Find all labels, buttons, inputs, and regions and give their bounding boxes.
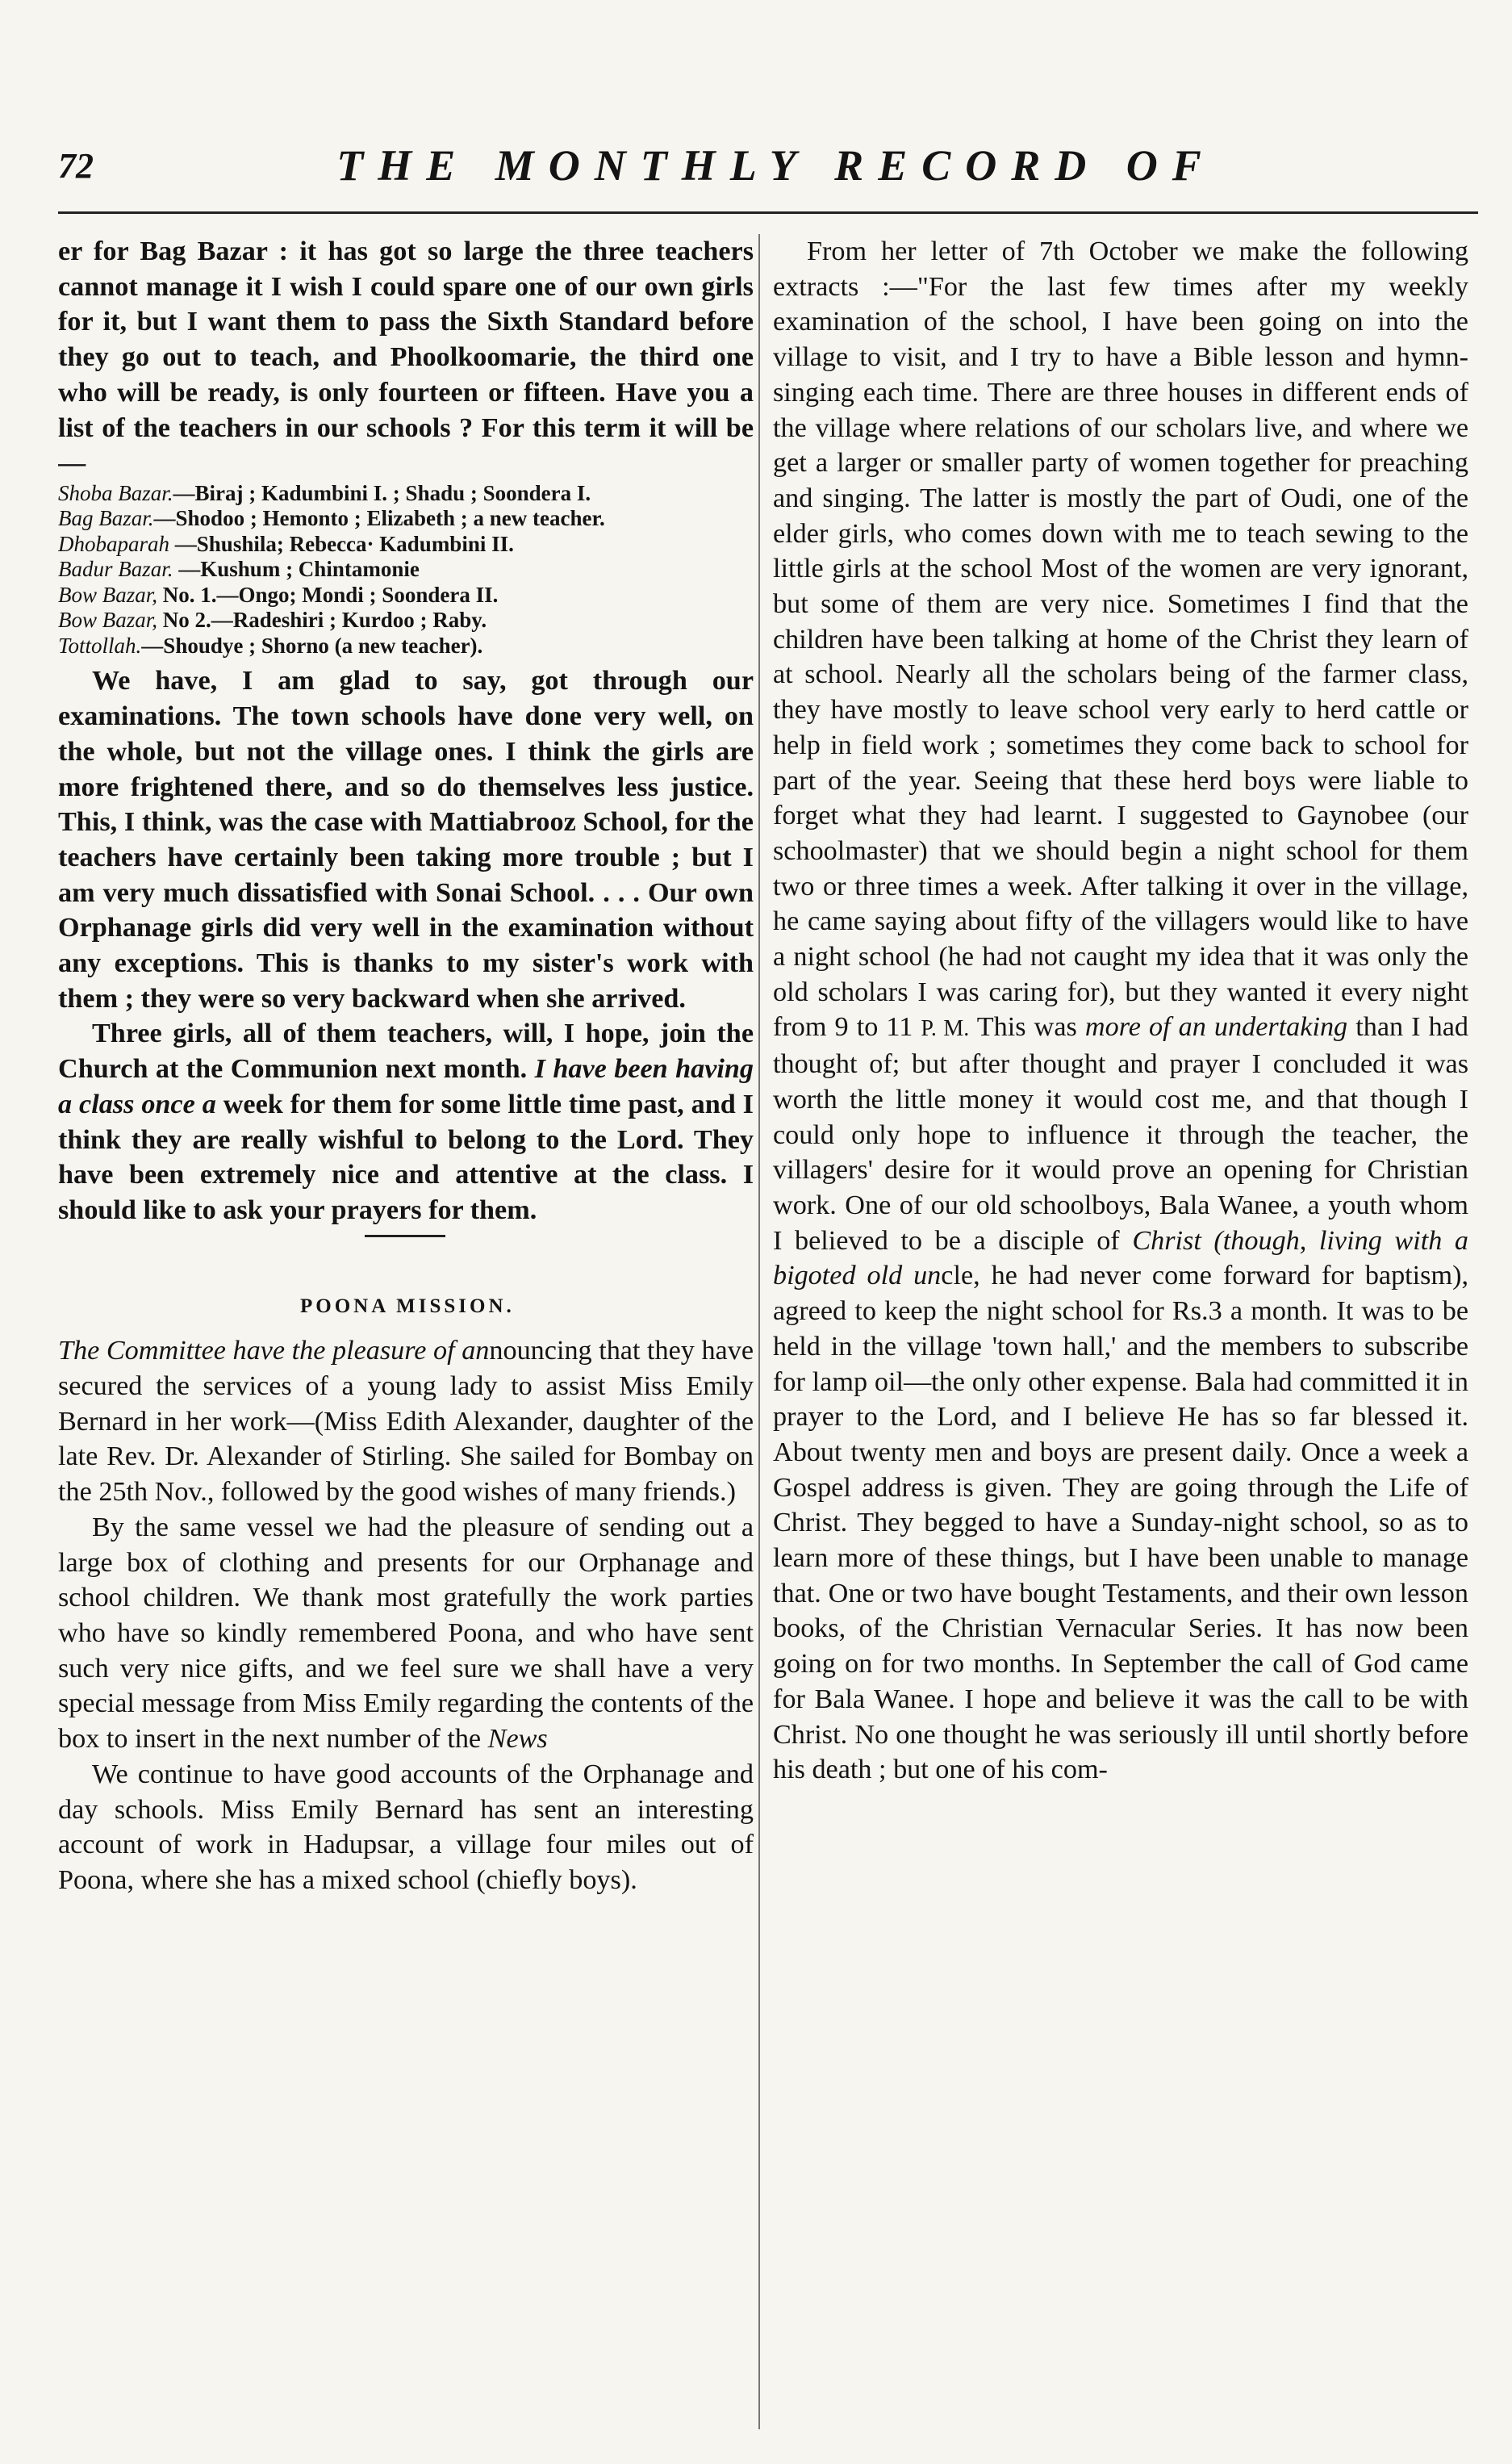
page-number: 72 [58, 146, 94, 186]
page-header [58, 139, 1478, 195]
header-rule [58, 211, 1478, 214]
left-paragraph-5: By the same vessel we had the pleasure of sending out a large box of clothing and presents for our Orphanage and school children. We thank most gratefully the work parties who have so kindly remembered Poona, and who have sent such very nice gifts, and we feel sure we shall have a very special message from Miss Emily regarding the contents of the box to insert in the next number of the News [58, 1512, 754, 1755]
left-column [58, 234, 754, 2429]
section-rule [365, 1235, 445, 1237]
roster-line-shoba-bazar: Shoba Bazar.—Biraj ; Kadumbini I. ; Shadu ; Soondera I. [58, 480, 591, 505]
teacher-roster [58, 481, 754, 659]
right-paragraph-1: From her letter of 7th October we make the following extracts :—"For the last few times after my weekly examination of the school, I have been going on into the village to visit, and I try to have a Bible lesson and hymn-singing each time. There are three houses in different ends of the village where relations of our scholars live, and where we get a larger or smaller party of women together for preaching and singing. The latter is mostly the part of Oudi, one of the elder girls, who comes down with me to teach sewing to the little girls at the school Most of the women are very ignorant, but some of them are very nice. Sometimes I find that the children have been talking at home of the Christ they learn of at school. Nearly all the scholars being of the farmer class, they have mostly to leave school very early to herd cattle or help in field work ; sometimes they come back to school for part of the year. Seeing that these herd boys were liable to forget what they had learnt. I suggested to Gaynobee (our schoolmaster) that we should begin a night school for them two or three times a week. After talking it over in the village, he came saying about fifty of the villagers would like to have a night school (he had not caught my idea that it was only the old scholars I was caring for), but they wanted it every night from 9 to 11 P. M. This was more of an undertaking than I had thought of; but after thought and prayer I concluded it was worth the little money it would cost me, and that though I could only hope to influence it through the teacher, the villagers' desire for it would prove an opening for Christian work. One of our old schoolboys, Bala Wanee, a youth whom I believed to be a disciple of Christ (though, living with a bigoted old uncle, he had never come forward for baptism), agreed to keep the night school for Rs.3 a month. It was to be held in the village 'town hall,' and the members to subscribe for lamp oil—the only other expense. Bala had committed it in prayer to the Lord, and I believe He has so far blessed it. About twenty men and boys are present daily. Once a week a Gospel address is given. They are going through the Life of Christ. They begged to have a Sunday-night school, so as to learn more of these things, but I have been unable to manage that. One or two have bought Testaments, and their own lesson books, of the Christian Vernacular Series. It has now been going on for two months. In September the call of God came for Bala Wanee. I hope and believe it was the call to be with Christ. No one thought he was seriously ill until shortly before his death ; but one of his com- [773, 236, 1468, 1785]
roster-line-badur-bazar: Badur Bazar. —Kushum ; Chintamonie [58, 557, 420, 582]
left-paragraph-4: The Committee have the pleasure of announcing that they have secured the services of a young lady to assist Miss Emily Bernard in her work—(Miss Edith Alexander, daughter of the late Rev. Dr. Alexander of Stirling. She sailed for Bombay on the 25th Nov., followed by the good wishes of many friends.) [58, 1336, 754, 1508]
roster-line-dhobaparah: Dhobaparah —Shushila; Rebecca· Kadumbini II. [58, 531, 514, 556]
left-paragraph-1: er for Bag Bazar : it has got so large the three teachers cannot manage it I wish I could spare one of our own girls for it, but I want them to pass the Sixth Standard before they go out to teach, and Phoolkoomarie, the third one who will be ready, is only fourteen or fifteen. Have you a list of the teachers in our schools ? For this term it will be— [58, 236, 754, 479]
left-paragraph-3: Three girls, all of them teachers, will, I hope, join the Church at the Communion next month. I have been having a class once a week for them for some little time past, and I think they are really wishful to belong to the Lord. They have been extremely nice and attentive at the class. I should like to ask your prayers for them. [58, 1019, 754, 1225]
section-heading: POONA MISSION. [300, 1295, 515, 1317]
roster-line-bow-bazar-2: Bow Bazar, No 2.—Radeshiri ; Kurdoo ; Raby. [58, 608, 487, 633]
column-divider [758, 234, 760, 2429]
roster-line-bag-bazar: Bag Bazar.—Shodoo ; Hemonto ; Elizabeth ; a new teacher. [58, 506, 605, 531]
roster-line-tottollah: Tottollah.—Shoudye ; Shorno (a new teacher). [58, 633, 483, 658]
right-column [773, 234, 1468, 2429]
left-paragraph-6: We continue to have good accounts of the Orphanage and day schools. Miss Emily Bernard has sent an interesting account of work in Hadupsar, a village four miles out of Poona, where she has a mixed school (chiefly boys). [58, 1759, 754, 1895]
left-paragraph-2: We have, I am glad to say, got through our examinations. The town schools have done very well, on the whole, but not the village ones. I think the girls are more frightened there, and so do themselves less justice. This, I think, was the case with Mattiabrooz School, for the teachers have certainly been taking more trouble ; but I am very much dissatisfied with Sonai School. . . . Our own Orphanage girls did very well in the examination without any exceptions. This is thanks to my sister's work with them ; they were so very backward when she arrived. [58, 666, 754, 1014]
running-title: THE MONTHLY RECORD OF [336, 141, 1216, 190]
roster-line-bow-bazar-1: Bow Bazar, No. 1.—Ongo; Mondi ; Soondera II. [58, 582, 499, 607]
